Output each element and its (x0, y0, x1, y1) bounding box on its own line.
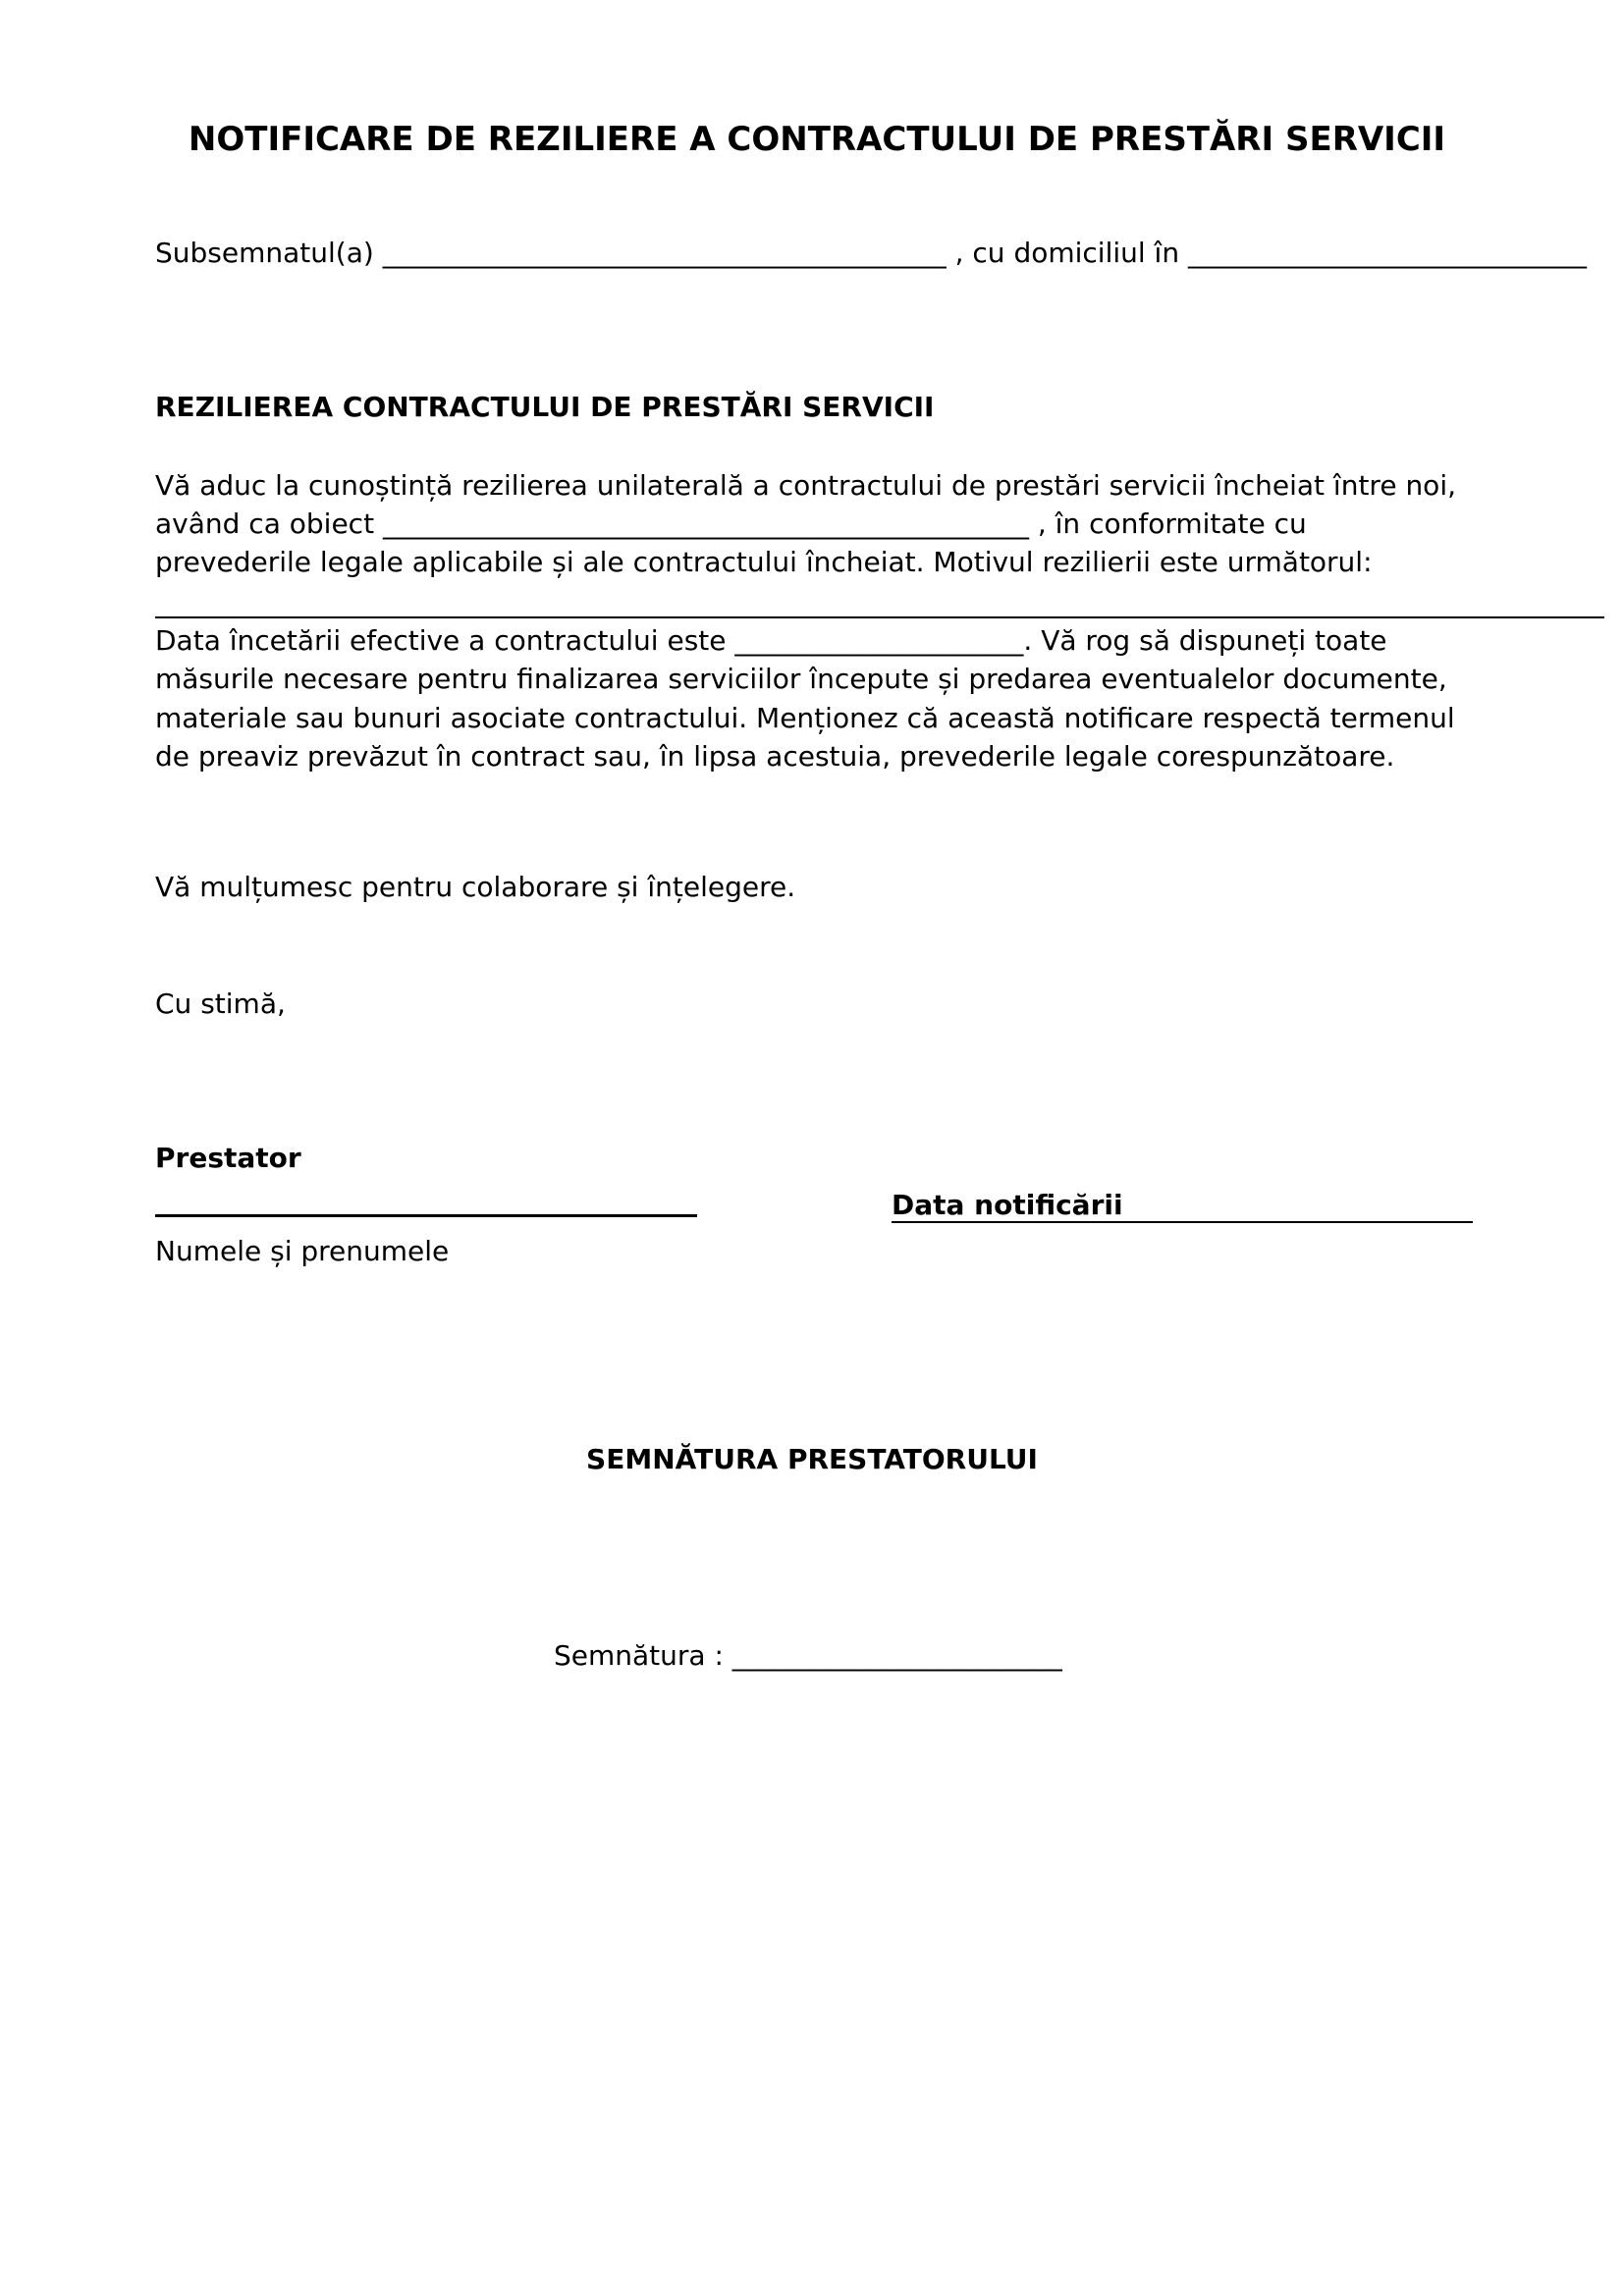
section-heading: REZILIEREA CONTRACTULUI DE PRESTĂRI SERVICII (155, 391, 935, 423)
paragraph-1-line-3: prevederile legale aplicabile și ale contractului încheiat. Motivul rezilierii este următorul: (155, 546, 1373, 578)
notification-date-label: Data notificării (892, 1189, 1123, 1221)
paragraph-2-line-4: de preaviz prevăzut în contract sau, în lipsa acestuia, prevederile legale corespunzătoare. (155, 740, 1395, 773)
notification-date-line (892, 1221, 1473, 1223)
reason-blank-line (155, 616, 1604, 618)
thanks-line: Vă mulțumesc pentru colaborare și înțelegere. (155, 871, 796, 903)
paragraph-1-line-1: Vă aduc la cunoștință rezilierea unilaterală a contractului de prestări servicii încheiat între noi, (155, 469, 1456, 502)
name-label: Numele și prenumele (155, 1235, 450, 1267)
paragraph-2-line-2: măsurile necesare pentru finalizarea serviciilor începute și predarea eventualelor documente, (155, 663, 1447, 695)
provider-label: Prestator (155, 1142, 301, 1174)
signature-line: Semnătura : ________________________ (554, 1639, 1062, 1672)
closing-line: Cu stimă, (155, 988, 286, 1020)
paragraph-1-line-2: având ca obiect _______________________________________________ , în conformitate cu (155, 507, 1307, 540)
signature-heading: SEMNĂTURA PRESTATORULUI (586, 1443, 1038, 1475)
paragraph-2-line-3: materiale sau bunuri asociate contractului. Menționez că această notificare respectă termenul (155, 702, 1455, 734)
provider-name-line (155, 1214, 697, 1217)
paragraph-2-line-1: Data încetării efective a contractului este _____________________. Vă rog să dispuneți toate (155, 624, 1387, 657)
intro-line: Subsemnatul(a) _________________________________________ , cu domiciliul în _____________________________ (155, 237, 1587, 269)
document-title: NOTIFICARE DE REZILIERE A CONTRACTULUI DE PRESTĂRI SERVICII (188, 120, 1446, 159)
